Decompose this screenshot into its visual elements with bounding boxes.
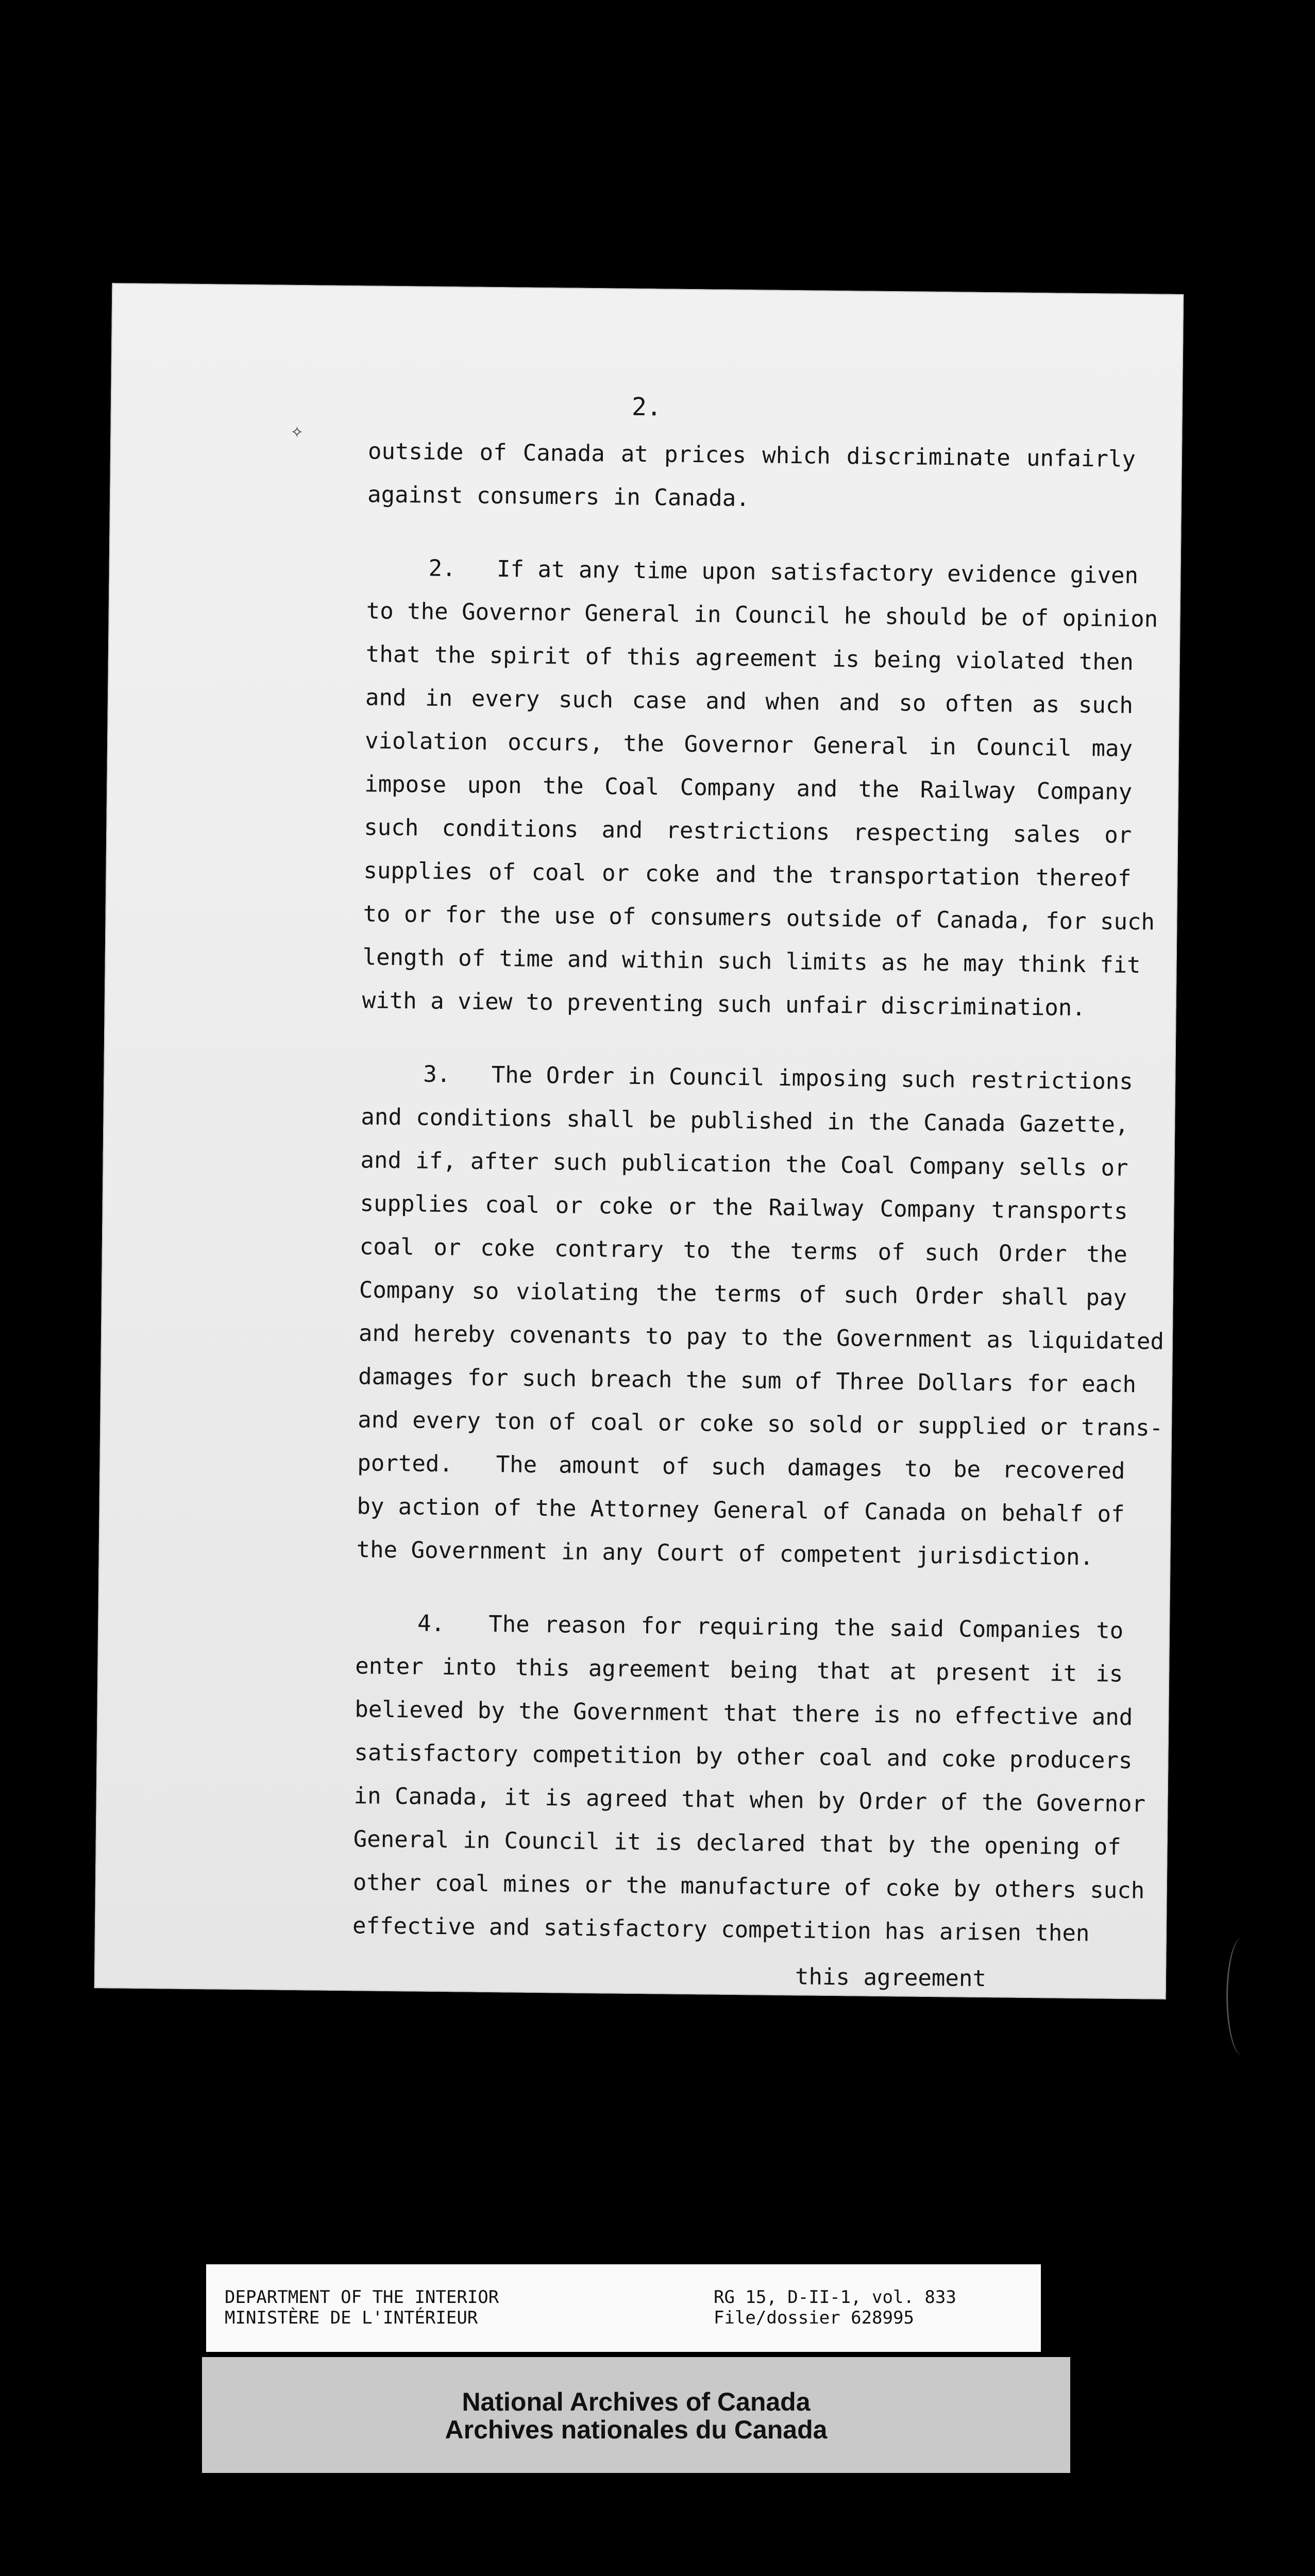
text-line: in Canada, it is agreed that when by Order of the Governor bbox=[353, 1783, 1146, 1818]
text-line: Company so violating the terms of such Order shall pay bbox=[359, 1277, 1127, 1311]
text-line: 4. The reason for requiring the said Companies to bbox=[417, 1610, 1124, 1644]
text-line: believed by the Government that there is no effective and bbox=[355, 1696, 1133, 1731]
text-line: outside of Canada at prices which discriminate unfairly bbox=[367, 438, 1136, 473]
text-line: and conditions shall be published in the Canada Gazette, bbox=[361, 1104, 1129, 1138]
text-line: supplies coal or coke or the Railway Company transports bbox=[360, 1190, 1128, 1225]
reference-label bbox=[714, 2287, 956, 2328]
film-scratch bbox=[1226, 1937, 1259, 2056]
document-page bbox=[94, 283, 1184, 1999]
margin-mark: ✧ bbox=[291, 418, 304, 443]
text-line: and if, after such publication the Coal Company sells or bbox=[360, 1147, 1128, 1181]
paragraph-4 bbox=[352, 1601, 1146, 1956]
text-line: by action of the Attorney General of Canada on behalf of bbox=[357, 1493, 1125, 1528]
text-line: impose upon the Coal Company and the Railway Company bbox=[364, 771, 1133, 805]
text-line: effective and satisfactory competition has arisen then bbox=[352, 1912, 1090, 1947]
page-number: 2. bbox=[631, 392, 662, 422]
archive-credit-plate bbox=[202, 2357, 1070, 2473]
page-body bbox=[352, 388, 1165, 2002]
department-french: MINISTÈRE DE L'INTÉRIEUR bbox=[225, 2308, 478, 2328]
text-line: and every ton of coal or coke so sold or supplied or trans- bbox=[358, 1406, 1164, 1442]
archival-label-strip bbox=[206, 2264, 1041, 2352]
text-line: and in every such case and when and so often as such bbox=[365, 684, 1134, 719]
text-line: to or for the use of consumers outside of Canada, for such bbox=[363, 901, 1155, 936]
text-line: with a view to preventing such unfair discrimination. bbox=[362, 987, 1086, 1022]
text-line: 3. The Order in Council imposing such restrictions bbox=[423, 1061, 1134, 1095]
text-line: satisfactory competition by other coal and coke producers bbox=[354, 1739, 1133, 1774]
text-line: length of time and within such limits as he may think fit bbox=[362, 944, 1141, 979]
record-group-reference: RG 15, D-II-1, vol. 833 bbox=[714, 2287, 956, 2308]
file-number: File/dossier 628995 bbox=[714, 2308, 914, 2328]
text-line: to the Governor General in Council he should be of opinion bbox=[366, 598, 1158, 633]
text-line: the Government in any Court of competent jurisdiction. bbox=[356, 1536, 1094, 1571]
catchword: this agreement bbox=[795, 1963, 987, 1992]
paragraph-1 bbox=[367, 430, 1136, 524]
text-line: damages for such breach the sum of Three Dollars for each bbox=[358, 1363, 1137, 1398]
department-english: DEPARTMENT OF THE INTERIOR bbox=[225, 2287, 499, 2308]
text-line: violation occurs, the Governor General in Council may bbox=[364, 727, 1133, 762]
archive-name-french: Archives nationales du Canada bbox=[445, 2415, 828, 2444]
text-line: such conditions and restrictions respecting sales or bbox=[364, 814, 1132, 849]
paragraph-3 bbox=[356, 1052, 1165, 1580]
text-line: 2. If at any time upon satisfactory evidence given bbox=[428, 555, 1139, 589]
archive-name-english: National Archives of Canada bbox=[462, 2387, 811, 2416]
paragraph-2 bbox=[362, 546, 1158, 1030]
text-line: General in Council it is declared that by the opening of bbox=[353, 1826, 1121, 1860]
text-line: and hereby covenants to pay to the Government as liquidated bbox=[358, 1320, 1165, 1355]
text-line: enter into this agreement being that at present it is bbox=[355, 1653, 1123, 1687]
text-line: supplies of coal or coke and the transportation thereof bbox=[363, 857, 1132, 892]
text-line: against consumers in Canada. bbox=[367, 481, 750, 512]
text-line: other coal mines or the manufacture of coke by others such bbox=[352, 1869, 1145, 1904]
text-line: coal or coke contrary to the terms of such Order the bbox=[359, 1233, 1128, 1268]
text-line: ported. The amount of such damages to be recovered bbox=[357, 1450, 1125, 1484]
text-line: that the spirit of this agreement is being violated then bbox=[365, 641, 1134, 675]
department-label bbox=[225, 2287, 499, 2328]
